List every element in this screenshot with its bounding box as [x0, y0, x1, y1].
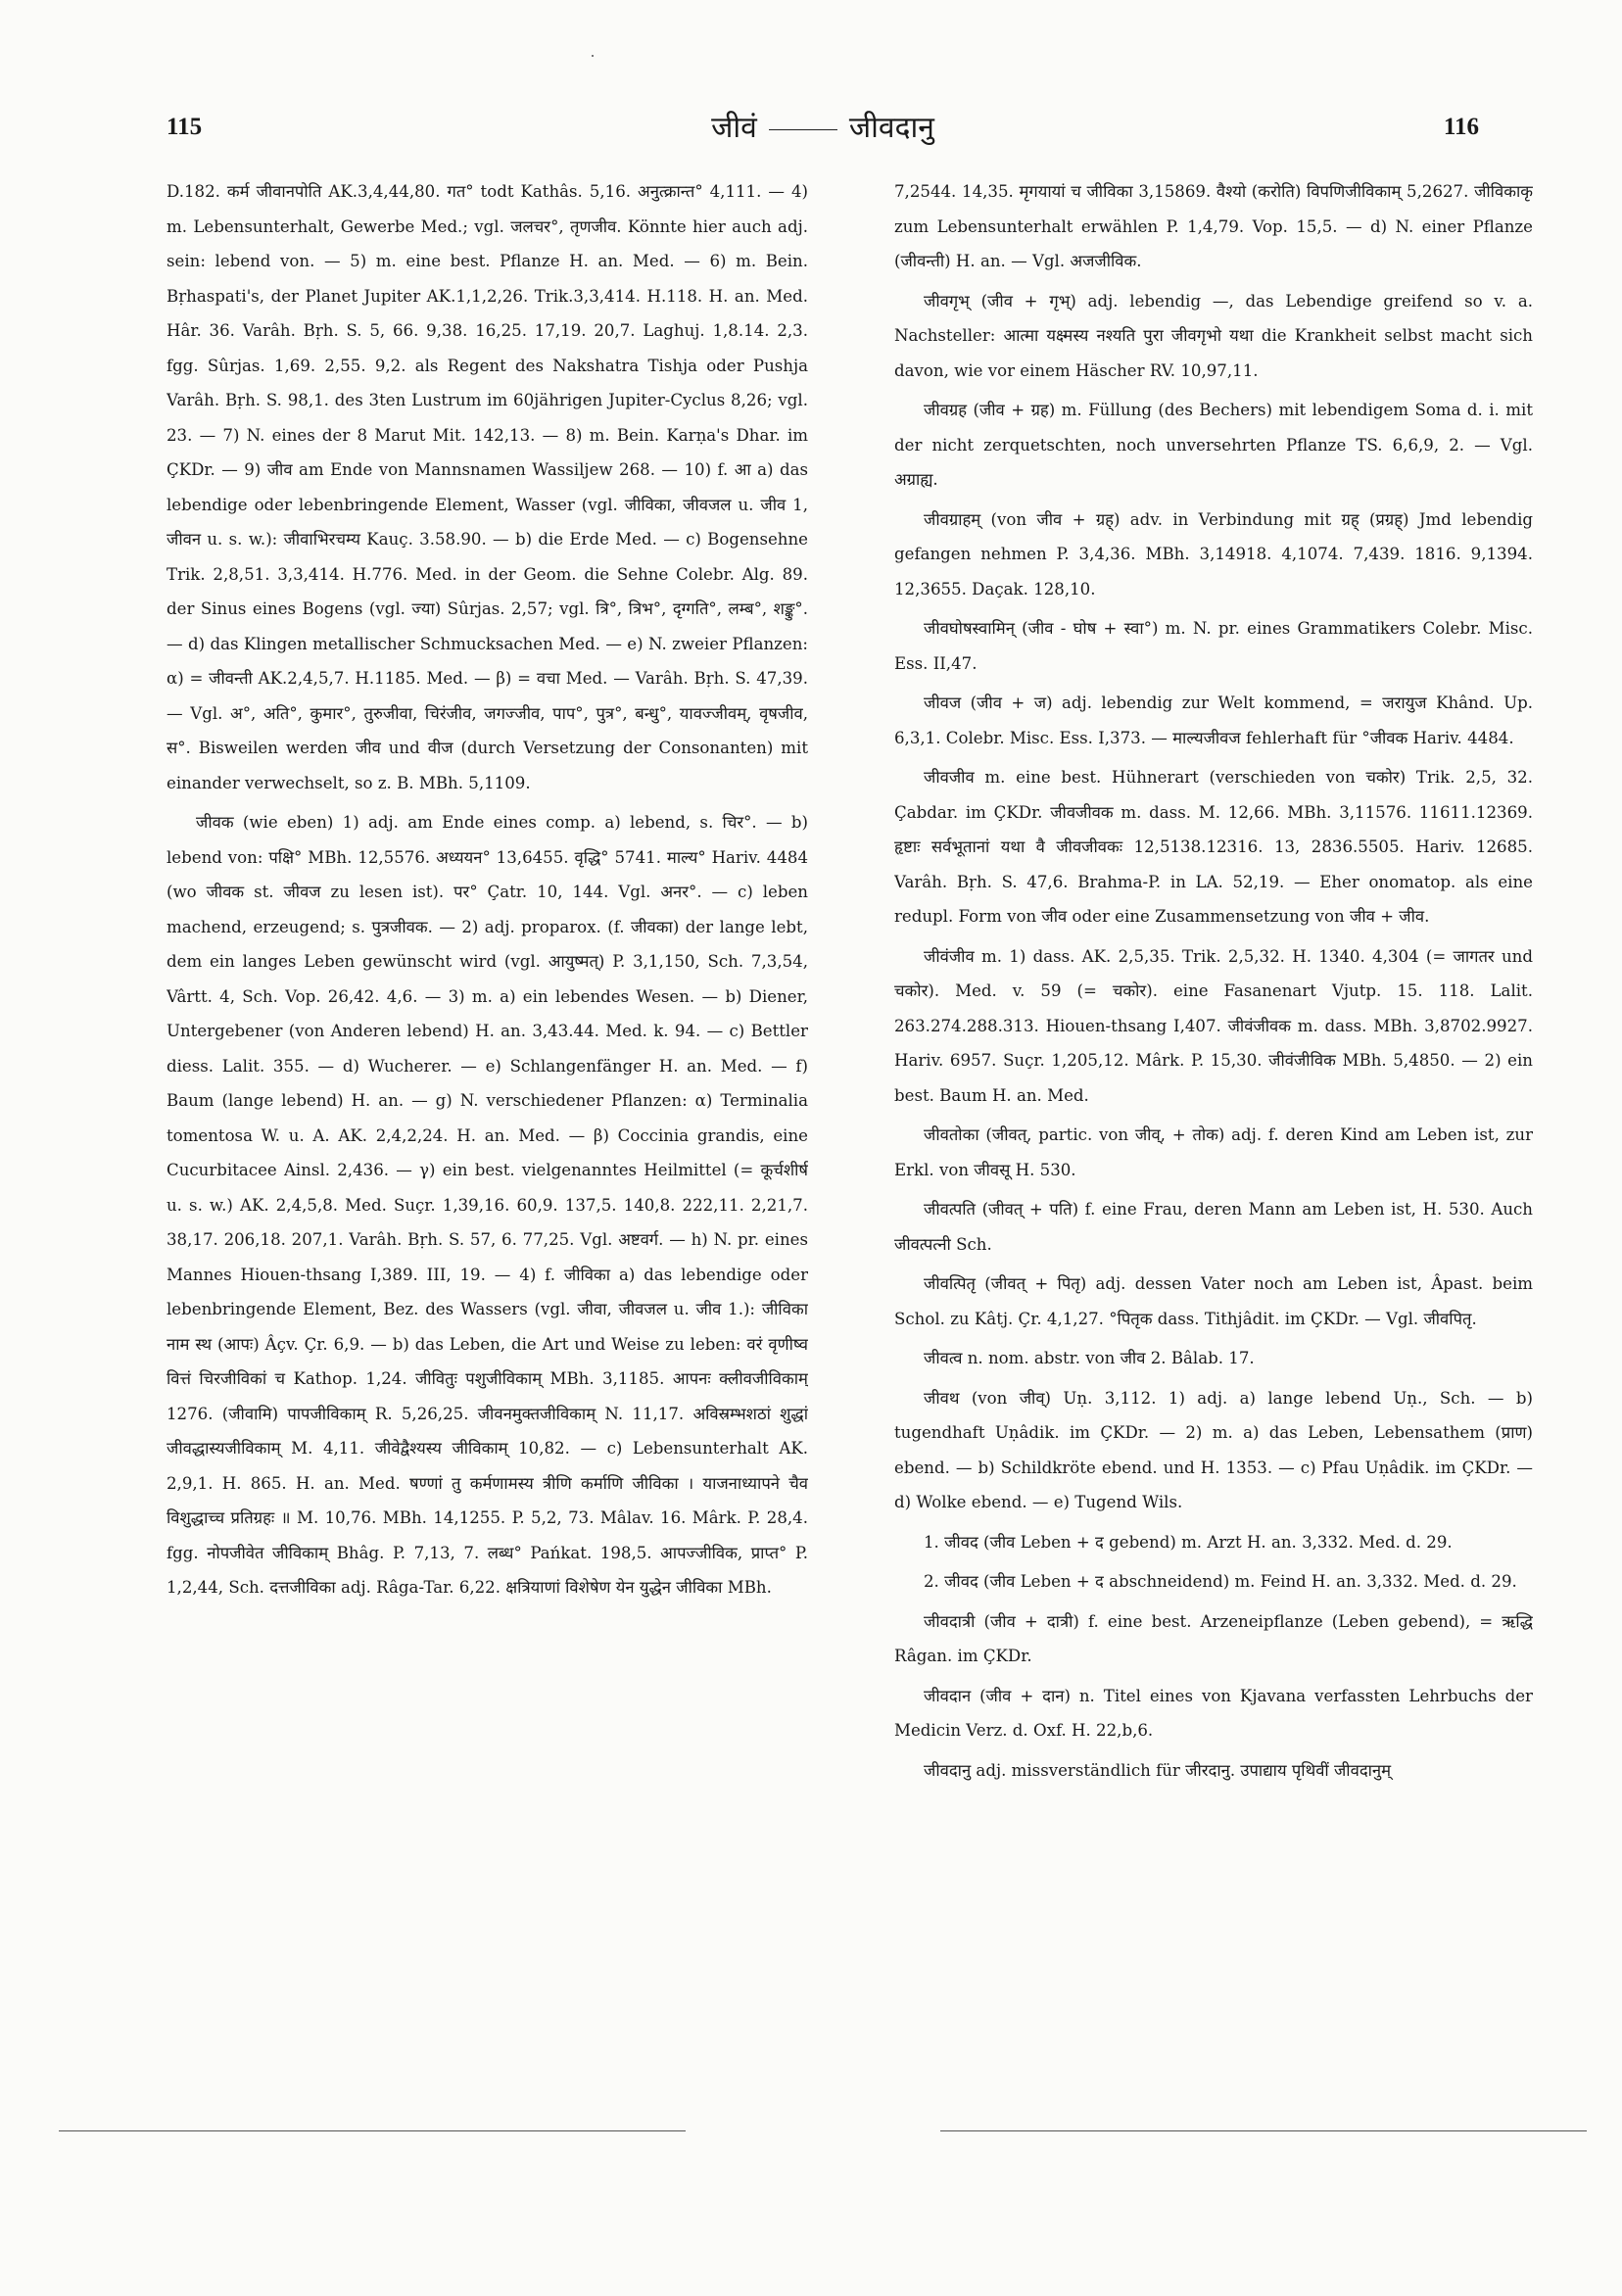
- page-number-left: 115: [167, 114, 203, 140]
- entry-paragraph: जीवदात्री (जीव + दात्री) f. eine best. Arzeneipflanze (Leben gebend), = ऋद्धि Râgan. im ÇKDr.: [894, 1611, 1533, 1665]
- entry-paragraph: जीवघोषस्वामिन् (जीव - घोष + स्वा°) m. N. pr. eines Grammatikers Colebr. Misc. Ess. II,47.: [894, 619, 1533, 673]
- entry-paragraph: जीवक (wie eben) 1) adj. am Ende eines comp. a) lebend, s. चिर°. — b) lebend von: पक्षि° MBh. 12,5576. अध्ययन° 13,6455. वृद्धि° 5741. माल्य° Hariv. 4484 (wo जीवक st. जीवज zu lesen ist). पर° Çatr. 10, 144. Vgl. अनर°. — c) leben machend, erzeugend; s. पुत्रजीवक. — 2) adj. proparox. (f. जीवका) der lange lebt, dem ein langes Leben gewünscht wird (vgl. आयुष्मत्) P. 3,1,150, Sch. 7,3,54, Vârtt. 4, Sch. Vop. 26,42. 4,6. — 3) m. a) ein lebendes Wesen. — b) Diener, Untergebener (von Anderen lebend) H. an. 3,43.44. Med. k. 94. — c) Bettler diess. Lalit. 355. — d) Wucherer. — e) Schlangenfänger H. an. Med. — f) Baum (lange lebend) H. an. — g) N. verschiedener Pflanzen: α) Terminalia tomentosa W. u. A. AK. 2,4,2,24. H. an. Med. — β) Coccinia grandis, eine Cucurbitacee Ainsl. 2,436. — γ) ein best. vielgenanntes Heilmittel (= कूर्चशीर्ष u. s. w.) AK. 2,4,5,8. Med. Suçr. 1,39,16. 60,9. 137,5. 140,8. 222,11. 2,21,7. 38,17. 206,18. 207,1. Varâh. Bṛh. S. 57, 6. 77,25. Vgl. अष्टवर्ग. — h) N. pr. eines Mannes Hiouen-thsang I,389. III, 19. — 4) f. जीविका a) das lebendige oder lebenbringende Element, Bez. des Wassers (vgl. जीवा, जीवजल u. जीव 1.): जीविका नाम स्थ (आपः) Âçv. Çr. 6,9. — b) das Leben, die Art und Weise zu leben: वरं वृणीष्व वित्तं चिरजीविकां च Kathop. 1,24. जीवितुः पशुजीविकाम् MBh. 3,1185. आपनः क्लीवजीविकाम् 1276. (जीवामि) पापजीविकाम् R. 5,26,25. जीवनमुक्तजीविकाम् N. 11,17. अविस्रम्भशठां शुद्धां जीवद्धास्यजीविकाम् M. 4,11. जीवेद्वैश्यस्य जीविकाम् 10,82. — c) Lebensunterhalt AK. 2,9,1. H. 865. H. an. Med. षण्णां तु कर्मणामस्य त्रीणि कर्माणि जीविका । याजनाध्यापने चैव विशुद्धाच्च प्रतिग्रहः ॥ M. 10,76. MBh. 14,1255. P. 5,2, 73. Mâlav. 16. Mârk. P. 28,4. fgg. नोपजीवेत जीविकाम् Bhâg. P. 7,13, 7. लब्ध° Pańkat. 198,5. आपज्जीविक, प्राप्त° P. 1,2,44, Sch. दत्तजीविका adj. Râga-Tar. 6,22. क्षत्रियाणां विशेषेण येन युद्धेन जीविका MBh.: [167, 813, 808, 1597]
- running-head: [167, 106, 1479, 146]
- entry-paragraph: जीवथ (von जीव्) Uṇ. 3,112. 1) adj. a) lange lebend Uṇ., Sch. — b) tugendhaft Uṇâdik. im ÇKDr. — 2) m. a) das Leben, Lebensathem (प्राण) ebend. — b) Schildkröte ebend. und H. 1353. — c) Pfau Uṇâdik. im ÇKDr. — d) Wolke ebend. — e) Tugend Wils.: [894, 1388, 1533, 1511]
- entry-paragraph: जीवत्व n. nom. abstr. von जीव 2. Bâlab. 17.: [924, 1349, 1255, 1367]
- entry-paragraph: जीवदान (जीव + दान) n. Titel eines von Kjavana verfassten Lehrbuchs der Medicin Verz. d. Oxf. H. 22,b,6.: [894, 1686, 1533, 1740]
- page-header: [167, 106, 1479, 165]
- entry-paragraph: जीवग्राहम् (von जीव + ग्रह्) adv. in Verbindung mit ग्रह् (प्रग्रह्) Jmd lebendig gefangen nehmen P. 3,4,36. MBh. 3,14918. 4,1074. 7,439. 1816. 9,1394. 12,3655. Daçak. 128,10.: [894, 509, 1533, 598]
- entry-paragraph: जीवंजीव m. 1) dass. AK. 2,5,35. Trik. 2,5,32. H. 1340. 4,304 (= जागतर und चकोर). Med. v. 59 (= चकोर). eine Fasanenart Vjutp. 15. 118. Lalit. 263.274.288.313. Hiouen-thsang I,407. जीवंजीवक m. dass. MBh. 3,8702.9927. Hariv. 6957. Suçr. 1,205,12. Mârk. P. 15,30. जीवंजीविक MBh. 5,4850. — 2) ein best. Baum H. an. Med.: [894, 946, 1533, 1105]
- left-column: [167, 174, 808, 2035]
- right-column: [894, 174, 1533, 2035]
- page-number-right: 116: [1443, 114, 1479, 140]
- entry-paragraph: जीवत्पितृ (जीवत् + पितृ) adj. dessen Vater noch am Leben ist, Âpast. beim Schol. zu Kâtj. Çr. 4,1,27. °पितृक dass. Tithjâdit. im ÇKDr. — Vgl. जीवपितृ.: [894, 1274, 1533, 1328]
- entry-paragraph: 7,2544. 14,35. मृगयायां च जीविका 3,15869. वैश्यो (करोति) विपणिजीविकाम् 5,2627. जीविकाकृ zum Lebensunterhalt erwählen P. 1,4,79. Vop. 15,5. — d) N. einer Pflanze (जीवन्ती) H. an. — Vgl. अजजीविक.: [894, 182, 1533, 270]
- entry-paragraph: जीवग्रह (जीव + ग्रह) m. Füllung (des Bechers) mit lebendigem Soma d. i. mit der nicht zerquetschten, noch unversehrten Pflanze TS. 6,6,9, 2. — Vgl. अग्राह्य.: [894, 401, 1533, 489]
- entry-paragraph: 2. जीवद (जीव Leben + द abschneidend) m. Feind H. an. 3,332. Med. d. 29.: [924, 1572, 1517, 1591]
- running-head-dash: [769, 129, 837, 130]
- entry-paragraph: जीवज (जीव + ज) adj. lebendig zur Welt kommend, = जरायुज Khând. Up. 6,3,1. Colebr. Misc. Ess. I,373. — माल्यजीवज fehlerhaft für °जीवक Hariv. 4484.: [894, 694, 1533, 747]
- entry-paragraph: जीवदानु adj. missverständlich für जीरदानु. उपाद्याय पृथिवीं जीवदानुम्: [924, 1760, 1392, 1780]
- entry-paragraph: जीवतोका (जीवत्, partic. von जीव्, + तोक) adj. f. deren Kind am Leben ist, zur Erkl. von जीवसू H. 530.: [894, 1125, 1533, 1179]
- entry-paragraph: जीवत्पति (जीवत् + पति) f. eine Frau, deren Mann am Leben ist, H. 530. Auch जीवत्पत्नी Sch.: [894, 1200, 1533, 1254]
- entry-paragraph: 1. जीवद (जीव Leben + द gebend) m. Arzt H. an. 3,332. Med. d. 29.: [924, 1532, 1453, 1552]
- running-head-right: जीवदानु: [848, 111, 934, 145]
- bottom-rule-left: [59, 2130, 686, 2131]
- running-head-left: जीवं: [711, 111, 757, 145]
- entry-paragraph: D.182. कर्म जीवानपोति AK.3,4,44,80. गत° todt Kathâs. 5,16. अनुत्क्रान्त° 4,111. — 4) m. Lebensunterhalt, Gewerbe Med.; vgl. जलचर°, तृणजीव. Könnte hier auch adj. sein: lebend von. — 5) m. eine best. Pflanze H. an. Med. — 6) m. Bein. Bṛhaspati's, der Planet Jupiter AK.1,1,2,26. Trik.3,3,414. H.118. H. an. Med. Hâr. 36. Varâh. Bṛh. S. 5, 66. 9,38. 16,25. 17,19. 20,7. Laghuj. 1,8.14. 2,3. fgg. Sûrjas. 1,69. 2,55. 9,2. als Regent des Nakshatra Tishja oder Pushja Varâh. Bṛh. S. 98,1. des 3ten Lustrum im 60jährigen Jupiter-Cyclus 8,26; vgl. 23. — 7) N. eines der 8 Marut Mit. 142,13. — 8) m. Bein. Karṇa's Dhar. im ÇKDr. — 9) जीव am Ende von Mannsnamen Wassiljew 268. — 10) f. आ a) das lebendige oder lebenbringende Element, Wasser (vgl. जीविका, जीवजल u. जीव 1, जीवन u. s. w.): जीवाभिरचम्य Kauç. 3.58.90. — b) die Erde Med. — c) Bogensehne Trik. 2,8,51. 3,3,414. H.776. Med. in der Geom. die Sehne Colebr. Alg. 89. der Sinus eines Bogens (vgl. ज्या) Sûrjas. 2,57; vgl. त्रि°, त्रिभ°, दृग्गति°, लम्ब°, शङ्कु°. — d) das Klingen metallischer Schmucksachen Med. — e) N. zweier Pflanzen: α) = जीवन्ती AK.2,4,5,7. H.1185. Med. — β) = वचा Med. — Varâh. Bṛh. S. 47,39. — Vgl. अ°, अति°, कुमार°, तुरुजीवा, चिरंजीव, जगज्जीव, पाप°, पुत्र°, बन्धु°, यावज्जीवम्, वृषजीव, स°. Bisweilen werden जीव und वीज (durch Versetzung der Consonanten) mit einander verwechselt, so z. B. MBh. 5,1109.: [167, 182, 808, 792]
- entry-paragraph: जीवगृभ् (जीव + गृभ्) adj. lebendig —, das Lebendige greifend so v. a. Nachsteller: आत्मा यक्ष्मस्य नश्यति पुरा जीवगृभो यथा die Krankheit selbst macht sich davon, wie vor einem Häscher RV. 10,97,11.: [894, 291, 1533, 380]
- entry-paragraph: जीवजीव m. eine best. Hühnerart (verschieden von चकोर) Trik. 2,5, 32. Çabdar. im ÇKDr. जीवजीवक m. dass. M. 12,66. MBh. 3,11576. 11611.12369. हृष्टाः सर्वभूतानां यथा वै जीवजीवकः 12,5138.12316. 13, 2836.5505. Hariv. 12685. Varâh. Bṛh. S. 47,6. Brahma-P. in LA. 52,19. — Eher onomatop. als eine redupl. Form von जीव oder eine Zusammensetzung von जीव + जीव.: [894, 768, 1533, 926]
- bottom-rule-right: [940, 2130, 1587, 2131]
- scan-speck: [592, 55, 594, 57]
